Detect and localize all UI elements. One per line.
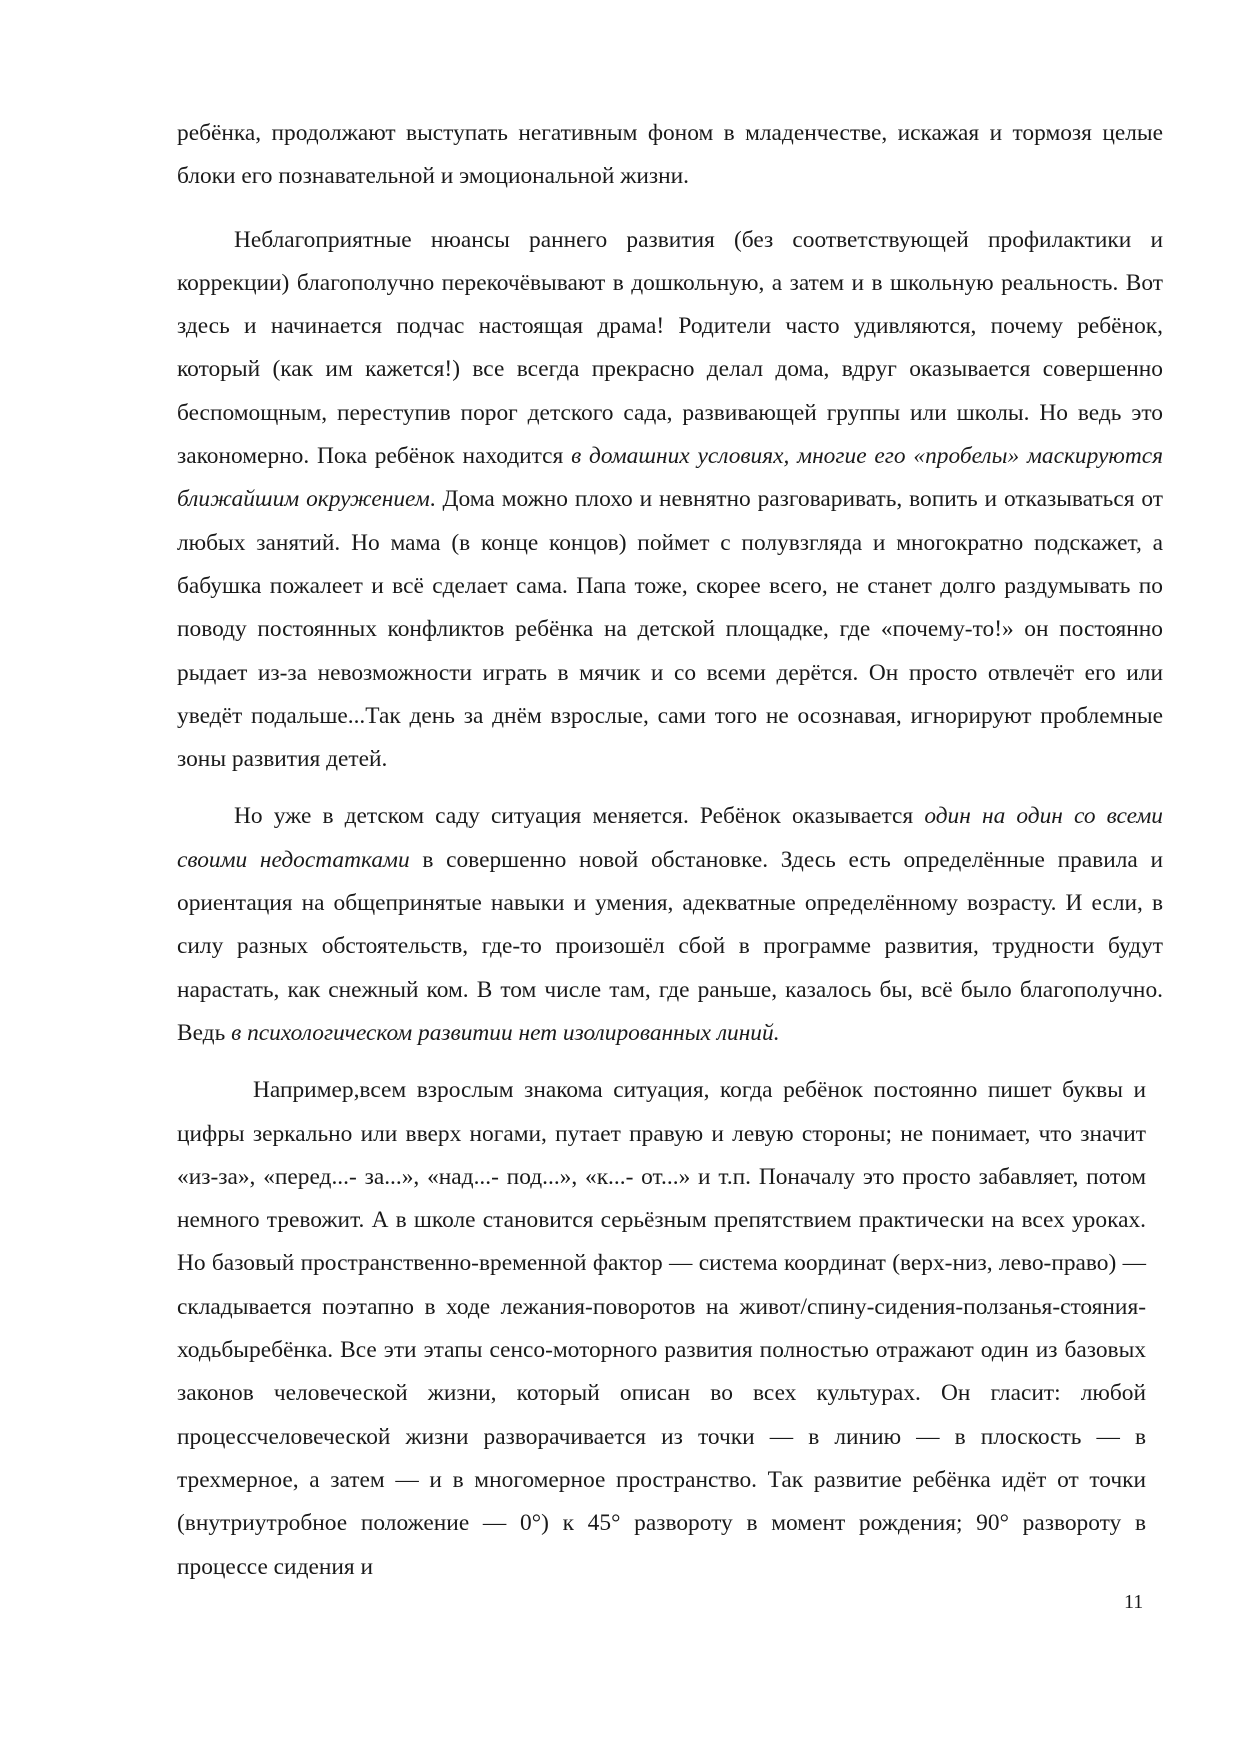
document-page bbox=[177, 112, 1163, 1589]
paragraph-2-italic: в домашних условиях, многие его «пробелы» маскируются ближайшим окружением bbox=[177, 443, 1163, 513]
paragraph-3 bbox=[177, 795, 1163, 1055]
paragraph-2 bbox=[177, 219, 1163, 782]
paragraph-2-text-b: . Дома можно плохо и невнятно разговаривать, вопить и отказываться от любых занятий. Но мама (в конце концов) поймет с полувзгляда и многократно подскажет, а бабушка пожалеет и всё сделает сама. Папа тоже, скорее всего, не станет долго раздумывать по поводу постоянных конфликтов ребёнка на детской площадке, где «почему-то!» он постоянно рыдает из-за невозможности играть в мячик и со всеми дерётся. Он просто отвлечёт его или уведёт подальше...Так день за днём взрослые, сами того не осознавая, игнорируют проблемные зоны развития детей. bbox=[177, 486, 1163, 773]
paragraph-3-italic-b: в психологическом развитии нет изолированных линий. bbox=[231, 1019, 780, 1046]
paragraph-1-text: ребёнка, продолжают выступать негативным фоном в младенчестве, искажая и тормозя целые блоки его познавательной и эмоциональной жизни. bbox=[177, 120, 1163, 190]
paragraph-3-italic-a: один на один со всеми своими недостатками bbox=[177, 803, 1163, 873]
paragraph-4-text: Например,всем взрослым знакома ситуация, когда ребёнок постоянно пишет буквы и цифры зеркально или вверх ногами, путает правую и левую стороны; не понимает, что значит «из-за», «перед...- за...», «над...- под...», «к...- от...» и т.п. Поначалу это просто забавляет, потом немного тревожит. А в школе становится серьёзным препятствием практически на всех уроках. Но базовый пространственно-временной фактор — система координат (верх-низ, лево-право) — складывается поэтапно в ходе лежания-поворотов на живот/спину-сидения-ползанья-стояния-ходьбыребёнка. Все эти этапы сенсо-моторного развития полностью отражают один из базовых законов человеческой жизни, который описан во всех культурах. Он гласит: любой процессчеловеческой жизни разворачивается из точки — в линию — в плоскость — в трехмерное, а затем — и в многомерное пространство. Так развитие ребёнка идёт от точки (внутриутробное положение — 0°) к 45° развороту в момент рождения; 90° развороту в процессе сидения и bbox=[177, 1077, 1146, 1580]
paragraph-3-text-b: в совершенно новой обстановке. Здесь есть определённые правила и ориентация на общепринятые навыки и умения, адекватные определённому возрасту. И если, в силу разных обстоятельств, где-то произошёл сбой в программе развития, трудности будут нарастать, как снежный ком. В том числе там, где раньше, казалось бы, всё было благополучно. Ведь bbox=[177, 846, 1163, 1046]
paragraph-4 bbox=[177, 1069, 1146, 1589]
paragraph-3-text-a: Но уже в детском саду ситуация меняется. Ребёнок оказывается bbox=[234, 803, 925, 830]
paragraph-1 bbox=[177, 112, 1163, 199]
paragraph-2-text-a: Неблагоприятные нюансы раннего развития (без соответствующей профилактики и коррекции) благополучно перекочёвывают в дошкольную, а затем и в школьную реальность. Вот здесь и начинается подчас настоящая драма! Родители часто удивляются, почему ребёнок, который (как им кажется!) все всегда прекрасно делал дома, вдруг оказывается совершенно беспомощным, переступив порог детского сада, развивающей группы или школы. Но ведь это закономерно. Пока ребёнок находится bbox=[177, 226, 1163, 470]
page-number: 11 bbox=[1124, 1591, 1144, 1613]
